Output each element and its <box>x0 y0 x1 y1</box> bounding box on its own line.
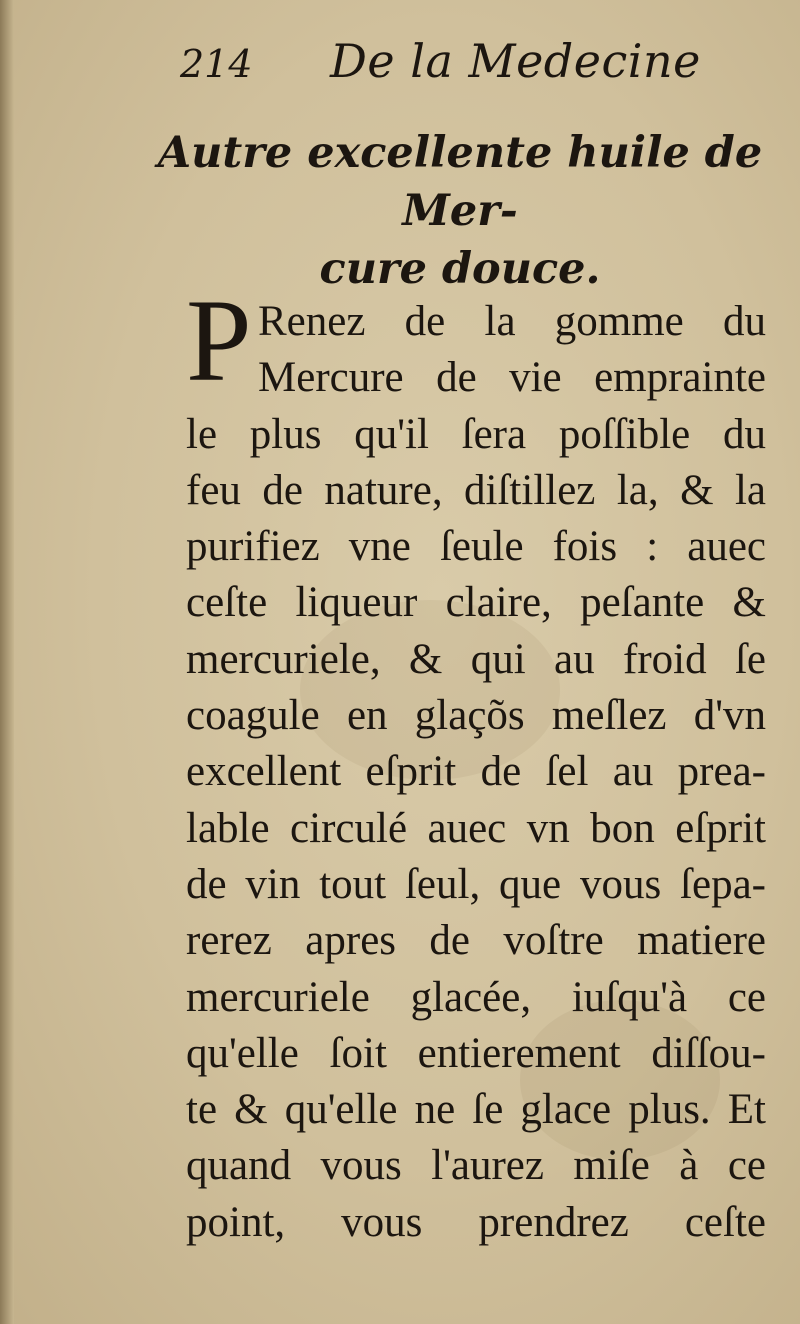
page-gutter <box>0 0 14 1324</box>
text-line: coagule en glaçõs meſlez d'vn <box>186 692 766 740</box>
section-heading-line: Autre excellente huile de Mer- <box>157 128 763 236</box>
text-line: te & qu'elle ne ſe glace plus. Et <box>186 1086 766 1134</box>
text-line: Renez de la gomme du <box>258 298 766 345</box>
text-line: ceſte liqueur claire, peſante & <box>186 579 766 627</box>
running-title: De la Medecine <box>330 34 701 88</box>
text-line: mercuriele glacée, iuſqu'à ce <box>186 973 766 1021</box>
text-line: feu de nature, diſtillez la, & la <box>186 466 766 514</box>
section-heading <box>150 124 770 298</box>
text-line: qu'elle ſoit entierement diſſou- <box>186 1029 766 1077</box>
text-line: purifiez vne ſeule fois : auec <box>186 523 766 571</box>
page-number: 214 <box>180 42 253 86</box>
text-line: de vin tout ſeul, que vous ſepa- <box>186 860 766 908</box>
page-header <box>0 28 800 98</box>
text-line: quand vous l'aurez miſe à ce <box>186 1142 766 1190</box>
body-text <box>186 294 766 1251</box>
text-line: excellent eſprit de ſel au prea- <box>186 748 766 796</box>
text-line: Mercure de vie emprainte <box>258 354 766 402</box>
text-line: mercuriele, & qui au froid ſe <box>186 635 766 683</box>
text-line: le plus qu'il ſera poſſible du <box>186 410 766 458</box>
drop-capital: P <box>186 275 252 406</box>
section-heading-line: cure douce. <box>319 244 601 294</box>
text-line: lable circulé auec vn bon eſprit <box>186 804 766 852</box>
text-line: rerez apres de voſtre matiere <box>186 917 766 965</box>
text-line: point, vous prendrez ceſte <box>186 1198 766 1246</box>
